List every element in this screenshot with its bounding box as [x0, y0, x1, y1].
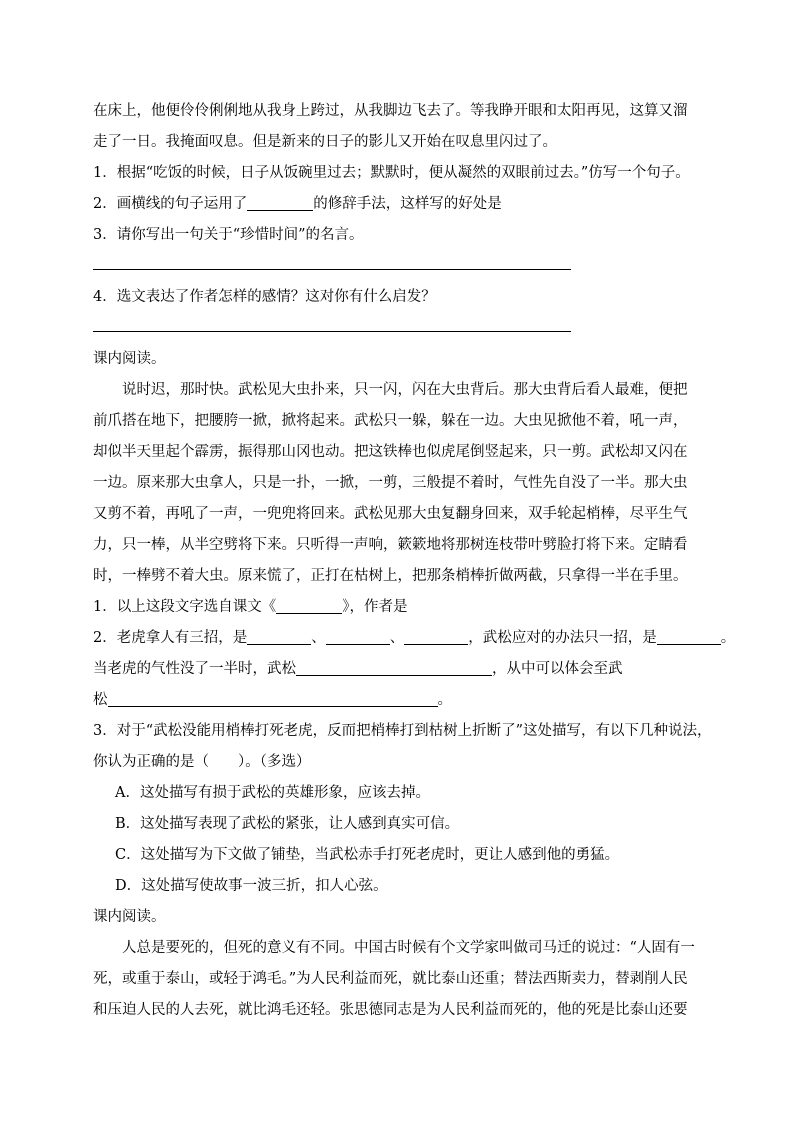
section3-paragraph-line: 和压迫人民的人去死，就比鸿毛还轻。张思德同志是为人民利益而死的，他的死是比泰山还要 [93, 1002, 688, 1018]
option-b[interactable]: B．这处描写表现了武松的紧张，让人感到真实可信。 [115, 816, 460, 832]
answer-blank[interactable] [247, 628, 311, 645]
answer-blank[interactable] [276, 597, 342, 614]
section3-paragraph-line: 人总是要死的，但死的意义有不同。中国古时候有个文学家叫做司马迁的说过：“人固有一 [122, 940, 695, 956]
answer-blank[interactable] [326, 628, 390, 645]
section2-paragraph-line: 一边。原来那大虫拿人，只是一扑，一掀，一剪，三般提不着时，气性先自没了一半。那大虫 [93, 475, 688, 491]
section2-heading: 课内阅读。 [93, 351, 166, 367]
question-2-2-line3-end: 。 [437, 692, 452, 708]
section2-paragraph-line: 时，一棒劈不着大虫。原来慌了，正打在枯树上，把那条梢棒折做两截，只拿得一半在手里。 [93, 568, 688, 584]
question-2-2-line2-after: ，从中可以体会至武 [492, 661, 623, 677]
question-1-2-text-before: 2．画横线的句子运用了 [93, 196, 248, 212]
question-2-2-text-mid: ，武松应对的办法只一招，是 [468, 630, 657, 646]
question-2-2 [93, 623, 736, 654]
section2-paragraph-line: 前爪搭在地下，把腰胯一掀，掀将起来。武松只一躲，躲在一边。大虫见掀他不着，吼一声， [93, 413, 688, 429]
question-1-1: 1．根据“吃饭的时候，日子从饭碗里过去；默默时，便从凝然的双眼前过去。”仿写一个句子。 [93, 165, 690, 181]
question-2-1-text-mid: 》，作者是 [342, 599, 408, 615]
section3-heading: 课内阅读。 [93, 909, 166, 925]
question-2-2-line2 [93, 654, 705, 685]
question-2-3-line2: 你认为正确的是（ ）。（多选） [93, 754, 311, 770]
question-1-4: 4．选文表达了作者怎样的感情？这对你有什么启发？ [93, 289, 436, 305]
section2-paragraph-line: 说时迟，那时快。武松见大虫扑来，只一闪，闪在大虫背后。那大虫背后看人最难，便把 [122, 382, 688, 398]
answer-blank[interactable] [296, 659, 492, 676]
section2-paragraph-line: 却似半天里起个霹雳，振得那山冈也动。把这铁棒也似虎尾倒竖起来，只一剪。武松却又闪在 [93, 444, 688, 460]
section3-paragraph-line: 死，或重于泰山，或轻于鸿毛。”为人民利益而死，就比泰山还重；替法西斯卖力，替剥削人民 [93, 971, 688, 987]
section2-paragraph-line: 又剪不着，再吼了一声，一兜兜将回来。武松见那大虫复翻身回来，双手轮起梢棒，尽平生气 [93, 506, 688, 522]
passage1-line2: 走了一日。我掩面叹息。但是新来的日子的影儿又开始在叹息里闪过了。 [93, 134, 557, 150]
question-1-2-text-after: 的修辞手法，这样写的好处是 [313, 196, 502, 212]
document-page [93, 96, 736, 1026]
answer-blank[interactable] [404, 628, 468, 645]
option-d[interactable]: D．这处描写使故事一波三折，扣人心弦。 [115, 878, 388, 894]
question-2-1-text-before: 1．以上这段文字选自课文《 [93, 599, 277, 615]
answer-blank[interactable] [247, 194, 313, 211]
question-1-2 [93, 189, 705, 220]
question-2-2-line3-before: 松 [93, 692, 108, 708]
section2-paragraph-line: 力，只一棒，从半空劈将下来。只听得一声响，簌簌地将那树连枝带叶劈脸打将下来。定睛看 [93, 537, 688, 553]
passage1-line1: 在床上，他便伶伶俐俐地从我身上跨过，从我脚边飞去了。等我睁开眼和太阳再见，这算又溜 [93, 103, 688, 119]
answer-line-1-4[interactable] [93, 313, 705, 344]
question-2-1 [93, 592, 705, 623]
separator: 、 [389, 630, 405, 646]
question-2-2-line2-before: 当老虎的气性没了一半时，武松 [93, 661, 296, 677]
question-2-2-text-before: 2．老虎拿人有三招，是 [93, 630, 248, 646]
option-c[interactable]: C．这处描写为下文做了铺垫，当武松赤手打死老虎时，更让人感到他的勇猛。 [115, 847, 620, 863]
answer-line-1-3[interactable] [93, 251, 705, 282]
question-1-3: 3．请你写出一句关于“珍惜时间”的名言。 [93, 227, 364, 243]
option-a[interactable]: A．这处描写有损于武松的英雄形象，应该去掉。 [115, 785, 430, 801]
answer-blank[interactable] [657, 628, 721, 645]
answer-blank[interactable] [108, 690, 438, 707]
question-2-3-line1: 3．对于“武松没能用梢棒打死老虎，反而把梢棒打到枯树上折断了”这处描写，有以下几种说法， [93, 723, 712, 739]
question-2-2-text-end: 。 [720, 630, 736, 646]
question-2-2-line3 [93, 685, 705, 716]
separator: 、 [311, 630, 326, 646]
